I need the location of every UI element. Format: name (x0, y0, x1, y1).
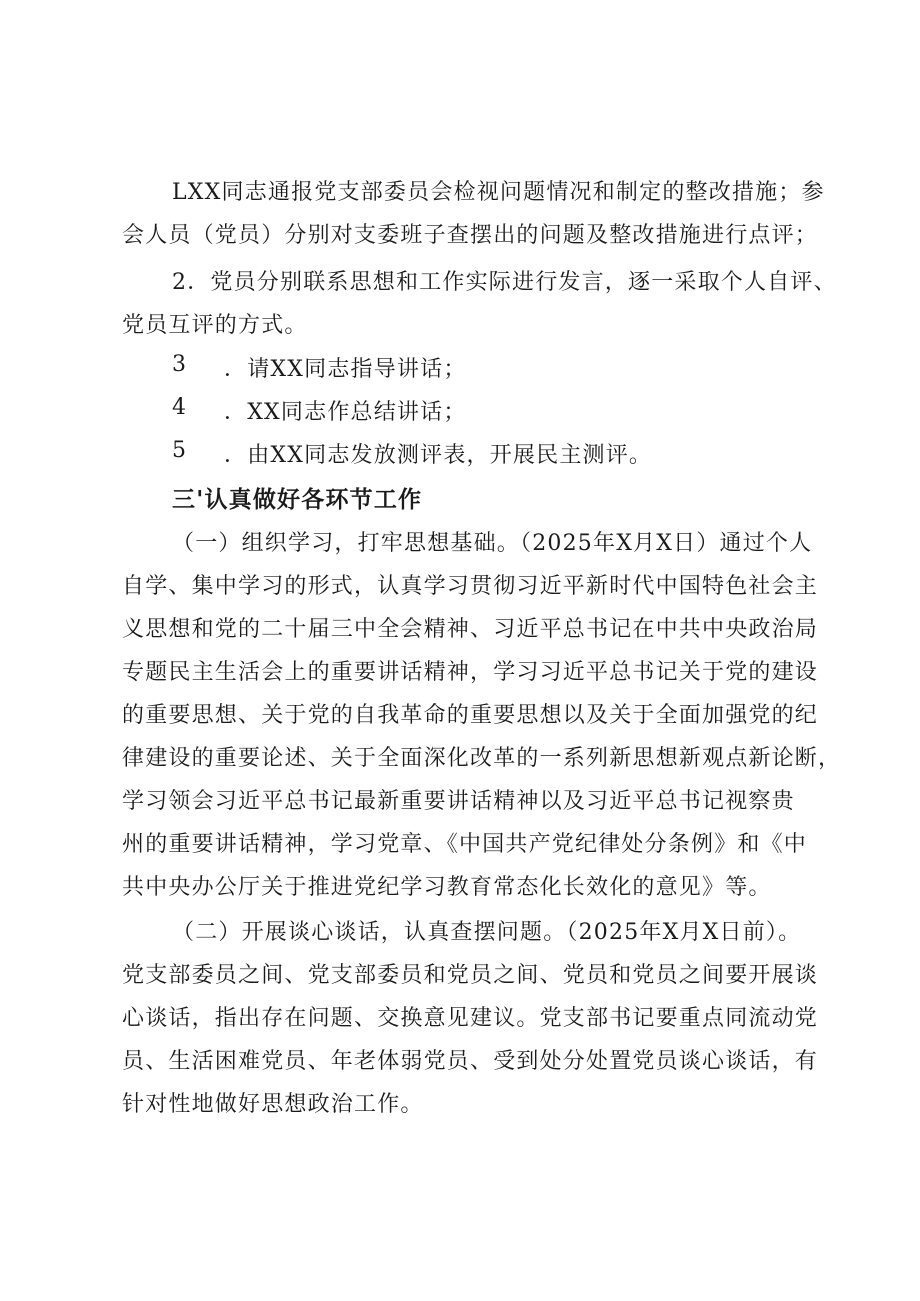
paragraph-line: 心谈话，指出存在问题、交换意见建议。党支部书记要重点同流动党 (122, 1006, 819, 1031)
list-item (172, 438, 653, 468)
paragraph-line: 员、生活困难党员、年老体弱党员、受到处分处置党员谈心谈话，有 (122, 1049, 819, 1074)
paragraph-line: 义思想和党的二十届三中全会精神、习近平总书记在中共中央政治局 (122, 617, 819, 642)
list-item (172, 395, 467, 425)
paragraph-line: 共中央办公厅关于推进党纪学习教育常态化长效化的意见》等。 (122, 875, 772, 900)
paragraph-line: 党员互评的方式。 (122, 313, 308, 338)
paragraph-line: 的重要思想、关于党的自我革命的重要思想以及关于全面加强党的纪 (122, 703, 819, 728)
list-item (172, 352, 467, 382)
paragraph-line: LXX同志通报党支部委员会检视问题情况和制定的整改措施；参 (172, 180, 825, 205)
paragraph-line: 自学、集中学习的形式，认真学习贯彻习近平新时代中国特色社会主 (122, 574, 819, 599)
list-item-number: 4 (172, 395, 188, 420)
paragraph-line: 学习领会习近平总书记最新重要讲话精神以及习近平总书记视察贵 (122, 789, 795, 814)
list-item-number: 3 (172, 352, 188, 377)
list-item-number: 5 (172, 438, 188, 463)
paragraph-line: 2．党员分别联系思想和工作实际进行发言，逐一采取个人自评、 (172, 270, 837, 295)
paragraph-line: 律建设的重要论述、关于全面深化改革的一系列新思想新观点新论断， (122, 746, 842, 771)
list-item-text: ．XX同志作总结讲话； (224, 400, 467, 425)
paragraph-line: 党支部委员之间、党支部委员和党员之间、党员和党员之间要开展谈 (122, 963, 819, 988)
list-item-text: ．由XX同志发放测评表，开展民主测评。 (224, 443, 653, 468)
paragraph-line: （一）组织学习，打牢思想基础。（2025年X月X日）通过个人 (172, 531, 813, 556)
paragraph-line: 针对性地做好思想政治工作。 (122, 1092, 424, 1117)
paragraph-line: 会人员（党员）分别对支委班子查摆出的问题及整改措施进行点评； (122, 223, 819, 248)
paragraph-line: 州的重要讲话精神，学习党章、《中国共产党纪律处分条例》和《中 (122, 832, 808, 857)
paragraph-line: 专题民主生活会上的重要讲话精神，学习习近平总书记关于党的建设 (122, 660, 819, 685)
section-heading: 三'认真做好各环节工作 (172, 487, 423, 513)
paragraph-line: （二）开展谈心谈话，认真查摆问题。（2025年X月X日前）。 (172, 920, 802, 945)
list-item-text: ．请XX同志指导讲话； (224, 357, 467, 382)
